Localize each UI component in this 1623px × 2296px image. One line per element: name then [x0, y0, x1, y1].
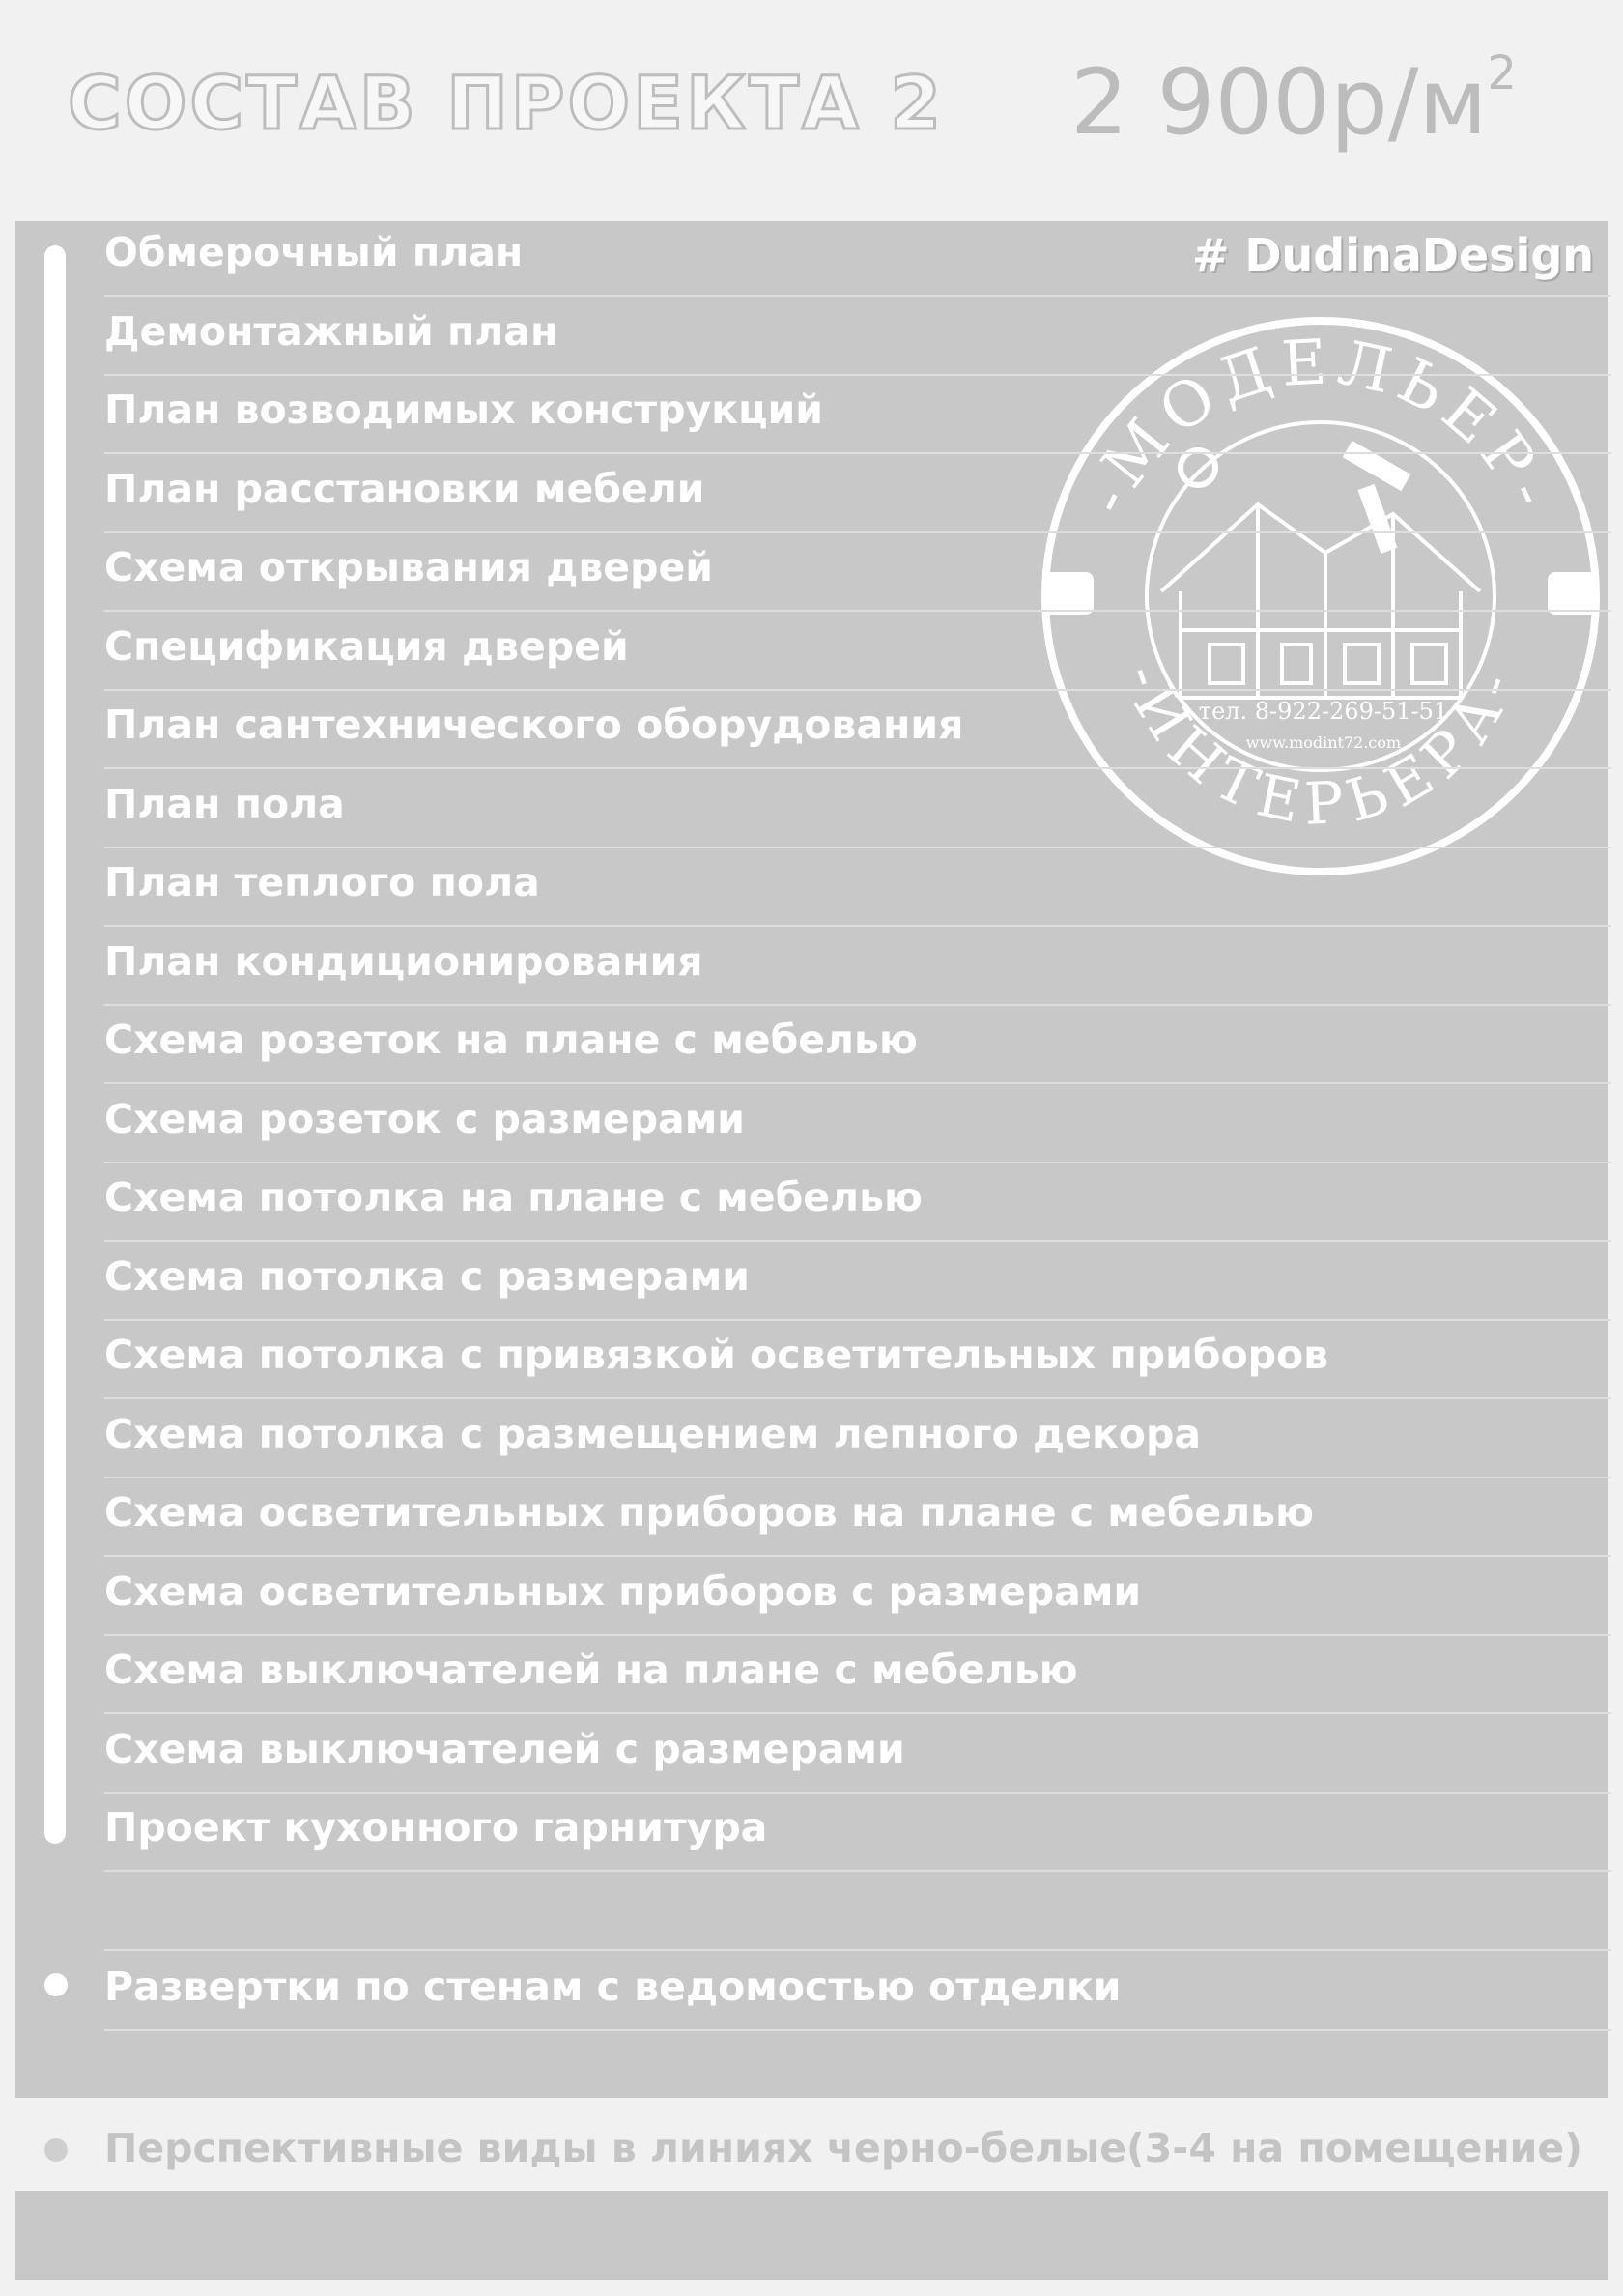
list-item: Схема потолка на плане с мебелью [104, 1166, 1611, 1242]
list-item: План кондиционирования [104, 931, 1611, 1006]
hashtag-label: # DudinaDesign [1191, 229, 1594, 281]
list-item: Схема потолка с привязкой осветительных приборов [104, 1324, 1611, 1399]
price-value: 2 900р/м [1070, 50, 1488, 156]
stamp-bottom-text: -ИНТЕРЬЕРА- [1110, 655, 1531, 839]
list-item-empty [104, 1876, 1611, 1951]
list-item: План расстановки мебели [104, 458, 1611, 533]
price [1070, 45, 1517, 156]
list-item: Схема потолка с размещением лепного декора [104, 1403, 1611, 1478]
list-item: Схема розеток на плане с мебелью [104, 1009, 1611, 1084]
list-item: План возводимых конструкций [104, 379, 1611, 454]
list-item: Обмерочный план [104, 221, 1611, 297]
list-item: Схема выключателей на плане с мебелью [104, 1639, 1611, 1714]
bullet-dot [44, 1973, 68, 1996]
bottom-panel [15, 2191, 1608, 2280]
list-item: План сантехнического оборудования [104, 694, 1611, 769]
list-item: Демонтажный план [104, 301, 1611, 376]
bullet-dot [44, 2138, 68, 2162]
list-item-extra: Развертки по стенам с ведомостью отделки [104, 1956, 1611, 2031]
list-item: Схема осветительных приборов на плане с мебелью [104, 1481, 1611, 1557]
list-item: Схема выключателей с размерами [104, 1718, 1611, 1794]
list-bracket-bar [44, 245, 66, 1844]
list-item: План пола [104, 773, 1611, 848]
list-item: Спецификация дверей [104, 616, 1611, 691]
list-item: Проект кухонного гарнитура [104, 1796, 1611, 1872]
page-title: СОСТАВ ПРОЕКТА 2 [68, 60, 945, 146]
list-item: План теплого пола [104, 851, 1611, 927]
list-item: Схема осветительных приборов с размерами [104, 1561, 1611, 1636]
list-item: Схема открывания дверей [104, 536, 1611, 612]
price-unit-superscript: 2 [1487, 45, 1517, 100]
stamp-site: www.modint72.com [1245, 733, 1402, 752]
bottom-item: Перспективные виды в линиях черно-белые(3-4 на помещение) [104, 2125, 1582, 2171]
list-item: Схема потолка с размерами [104, 1246, 1611, 1321]
list-item: Схема розеток с размерами [104, 1088, 1611, 1163]
stamp-top-text: -МОДЕЛЬЕР- [1071, 326, 1570, 526]
stamp-phone: тел. 8-922-269-51-51 [1198, 698, 1449, 725]
